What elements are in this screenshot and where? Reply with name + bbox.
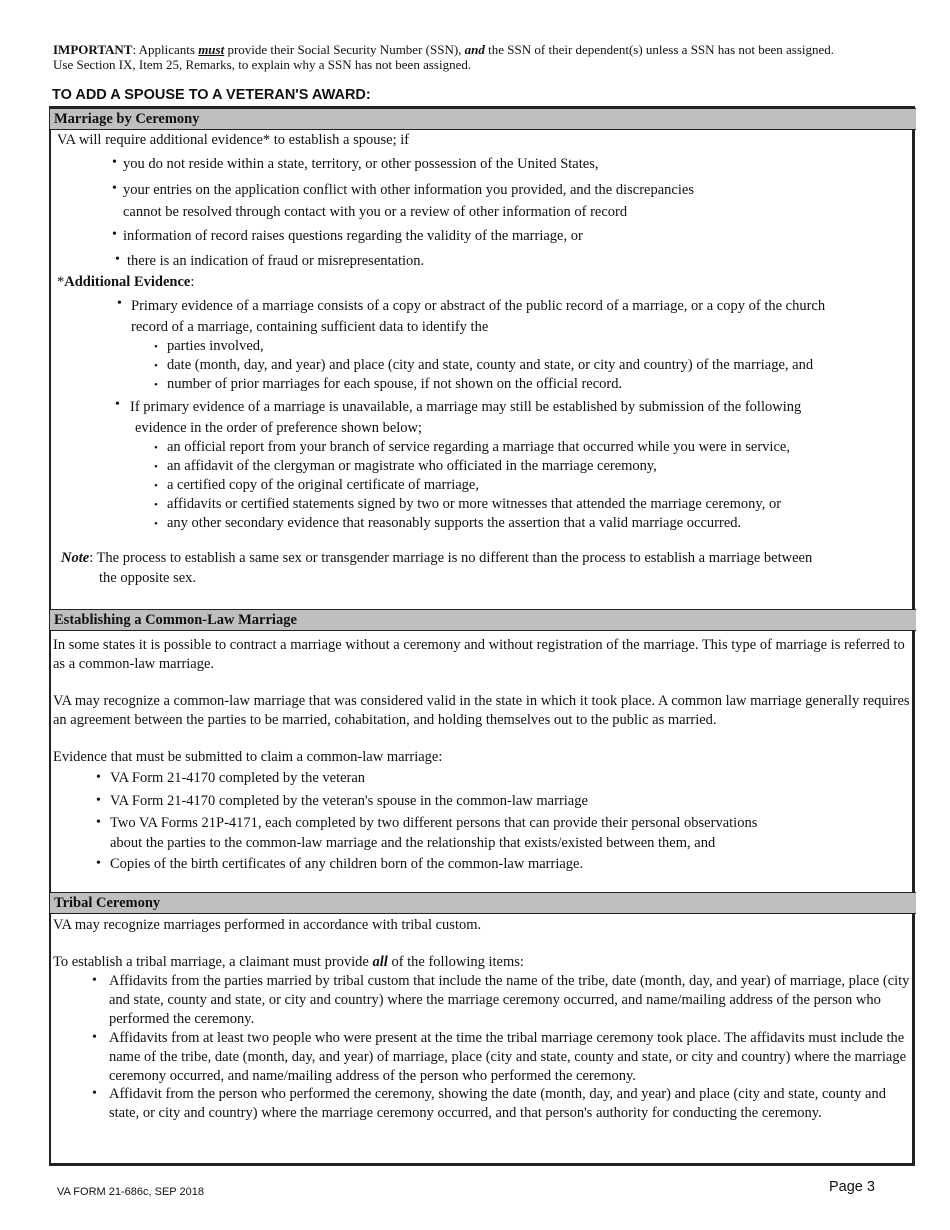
bullet-icon: • (154, 379, 158, 391)
common-law-evidence-intro: Evidence that must be submitted to claim a common-law marriage: (53, 749, 443, 765)
bullet-icon: • (96, 815, 101, 830)
secondary-item: any other secondary evidence that reasonably supports the assertion that a valid marriage occurred. (167, 515, 742, 531)
secondary-item: an official report from your branch of service regarding a marriage that occurred while you were in service, (167, 439, 790, 455)
tribal-item: Affidavits from the parties married by tribal custom that include the name of the tribe, date (month, day, and year) of marriage, place (city and state, county and state, or city and country) where the marriage ceremony occurred, and name/mailing address of the person who performed the ceremony. (109, 973, 910, 1027)
common-law-paragraph-1: In some states it is possible to contract a marriage without a ceremony and without registration of the marriage. This type of marriage is referred to as a common-law marriage. (53, 637, 905, 672)
note-text: Note: The process to establish a same sex or transgender marriage is no different than the process to establish a marriage between (61, 550, 813, 566)
common-law-item: Two VA Forms 21P-4171, each completed by two different persons that can provide their personal observations (110, 815, 758, 831)
note-text-continued: the opposite sex. (99, 570, 197, 586)
condition-item: you do not reside within a state, territory, or other possession of the United States, (123, 156, 599, 172)
bullet-icon: • (115, 397, 120, 412)
section-heading-common-law: Establishing a Common-Law Marriage (50, 609, 916, 631)
tribal-item: Affidavit from the person who performed the ceremony, showing the date (month, day, and year) and place (city and state, county and state, or city and country) where the marriage ceremony occurred, and that person's authority for conducting the ceremony. (109, 1086, 886, 1121)
important-label: IMPORTANT (53, 42, 133, 57)
tribal-intro: To establish a tribal marriage, a claimant must provide all of the following items: (53, 954, 524, 970)
common-law-item: VA Form 21-4170 completed by the veteran (110, 770, 366, 786)
condition-item-continued: cannot be resolved through contact with you or a review of other information of record (123, 204, 628, 220)
condition-item: there is an indication of fraud or misrepresentation. (127, 253, 425, 269)
important-line-2: Use Section IX, Item 25, Remarks, to explain why a SSN has not been assigned. (53, 57, 472, 72)
page-number: Page 3 (829, 1179, 875, 1195)
primary-item: number of prior marriages for each spouse, if not shown on the official record. (167, 376, 623, 392)
form-id: VA FORM 21-686c, SEP 2018 (57, 1186, 204, 1198)
primary-evidence-text: Primary evidence of a marriage consists of a copy or abstract of the public record of a marriage, or a copy of the church (131, 298, 826, 314)
primary-item: date (month, day, and year) and place (city and state, county and state, or city and country) of the marriage, and (167, 357, 814, 373)
section-heading-marriage-ceremony: Marriage by Ceremony (50, 108, 916, 130)
bullet-icon: • (92, 1086, 97, 1101)
page-title: TO ADD A SPOUSE TO A VETERAN'S AWARD: (52, 87, 371, 103)
bullet-icon: • (154, 518, 158, 530)
bullet-icon: • (96, 770, 101, 785)
secondary-item: a certified copy of the original certificate of marriage, (167, 477, 479, 493)
condition-item: information of record raises questions regarding the validity of the marriage, or (123, 228, 583, 244)
important-notice: IMPORTANT: Applicants must provide their Social Security Number (SSN), and the SSN of their dependent(s) unless a SSN has not been assigned. Use Section IX, Item 25, Remarks, to explain why a SSN has not been assigned. (53, 42, 835, 72)
bullet-icon: • (96, 856, 101, 871)
bullet-icon: • (115, 252, 120, 267)
bullet-icon: • (92, 973, 97, 988)
bullet-icon: • (112, 181, 117, 196)
bullet-icon: • (92, 1030, 97, 1045)
common-law-item: VA Form 21-4170 completed by the veteran's spouse in the common-law marriage (110, 793, 588, 809)
secondary-item: an affidavit of the clergyman or magistrate who officiated in the marriage ceremony, (167, 458, 657, 474)
tribal-paragraph-1: VA may recognize marriages performed in accordance with tribal custom. (53, 917, 482, 933)
secondary-evidence-text: If primary evidence of a marriage is unavailable, a marriage may still be established by submission of the following (130, 399, 802, 415)
bullet-icon: • (112, 155, 117, 170)
bullet-icon: • (154, 461, 158, 473)
bullet-icon: • (154, 341, 158, 353)
additional-evidence-label: *Additional Evidence: (57, 274, 195, 290)
primary-item: parties involved, (167, 338, 264, 354)
bullet-icon: • (154, 499, 158, 511)
common-law-item-continued: about the parties to the common-law marriage and the relationship that exists/existed between them, and (110, 835, 716, 851)
common-law-item: Copies of the birth certificates of any children born of the common-law marriage. (110, 856, 584, 872)
bullet-icon: • (112, 227, 117, 242)
bullet-icon: • (154, 360, 158, 372)
bullet-icon: • (96, 793, 101, 808)
bullet-icon: • (154, 480, 158, 492)
secondary-item: affidavits or certified statements signed by two or more witnesses that attended the marriage ceremony, or (167, 496, 782, 512)
primary-evidence-text-continued: record of a marriage, containing sufficient data to identify the (131, 319, 489, 335)
secondary-evidence-text-continued: evidence in the order of preference shown below; (135, 420, 423, 436)
section-heading-tribal: Tribal Ceremony (50, 892, 916, 914)
bullet-icon: • (154, 442, 158, 454)
tribal-item: Affidavits from at least two people who were present at the time the tribal marriage ceremony took place. The affidavits must include the name of the tribe, date (month, day, and year) of marriage, place (city and state, county and state, or city and country) where the marriage ceremony occurred, and name/mailing address of the person who performed the ceremony. (109, 1030, 907, 1084)
bullet-icon: • (117, 296, 122, 311)
ceremony-intro: VA will require additional evidence* to establish a spouse; if (57, 132, 410, 148)
common-law-paragraph-2: VA may recognize a common-law marriage that was considered valid in the state in which it took place. A common law marriage generally requires an agreement between the parties to be married, cohabitation, and holding themselves out to the public as married. (53, 693, 910, 728)
condition-item: your entries on the application conflict with other information you provided, and the discrepancies (123, 182, 694, 198)
